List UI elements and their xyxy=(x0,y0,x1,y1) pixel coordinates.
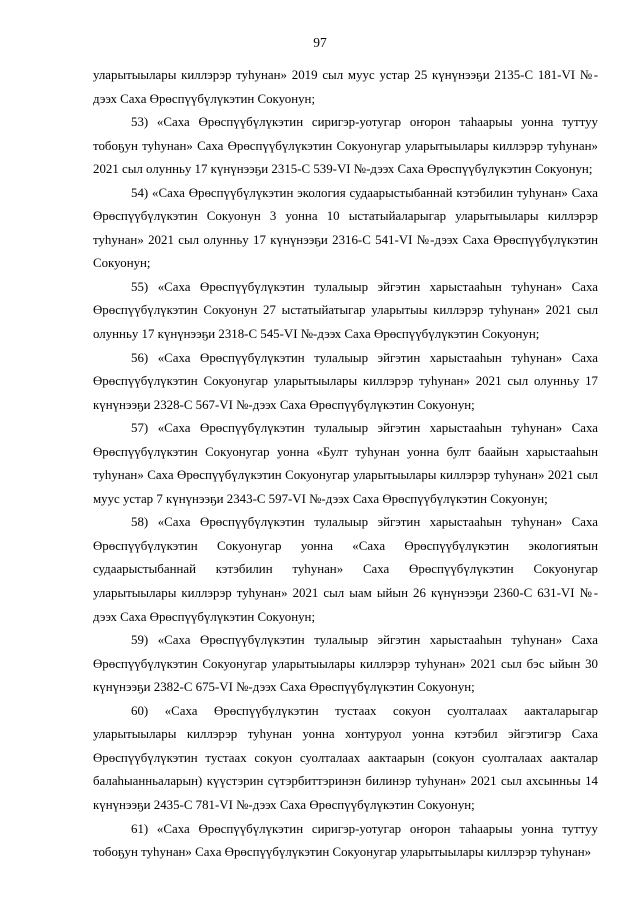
list-item-56: 56) «Саха Өрөспүүбүлүкэтин тулалыыр эйгэтин харыстааһын туһунан» Саха Өрөспүүбүлүкэтин Сокуонугар уларытыылары киллэрэр туһунан» 2021 сыл олунньу 17 күнүнээҕи 2328-С 567-VI №-дээх Саха Өрөспүүбүлүкэтин Сокуонун; xyxy=(93,350,598,412)
paragraph-continuation: уларытыылары киллэрэр туһунан» 2019 сыл муус устар 25 күнүнээҕи 2135-С 181-VI №-дээх Саха Өрөспүүбүлүкэтин Сокуонун; xyxy=(93,68,598,106)
list-item-58: 58) «Саха Өрөспүүбүлүкэтин тулалыыр эйгэтин харыстааһын туһунан» Саха Өрөспүүбүлүкэтин Сокуонугар уонна «Саха Өрөспүүбүлүкэтин экологиятын судаарыстыбаннай кэтэбилин туһунан» Саха Өрөспүүбүлүкэтин Сокуонугар уларытыылары киллэрэр туһунан» 2021 сыл ыам ыйын 26 күнүнээҕи 2360-С 631-VI №-дээх Саха Өрөспүүбүлүкэтин Сокуонун; xyxy=(93,515,598,624)
document-body xyxy=(93,64,598,865)
list-item-57: 57) «Саха Өрөспүүбүлүкэтин тулалыыр эйгэтин харыстааһын туһунан» Саха Өрөспүүбүлүкэтин Сокуонугар уонна «Булт туһунан уонна булт баайын харыстааһын туһунан» Саха Өрөспүүбүлүкэтин Сокуонугар уларытыылары киллэрэр туһунан» 2021 сыл муус устар 7 күнүнээҕи 2343-С 597-VI №-дээх Саха Өрөспүүбүлүкэтин Сокуонун; xyxy=(93,421,598,506)
list-item-53: 53) «Саха Өрөспүүбүлүкэтин сиригэр-уотугар оҥорон таһаарыы уонна туттуу тобоҕун туһунан» Саха Өрөспүүбүлүкэтин Сокуонугар уларытыылары киллэрэр туһунан» 2021 сыл олунньу 17 күнүнээҕи 2315-С 539-VI №-дээх Саха Өрөспүүбүлүкэтин Сокуонун; xyxy=(93,115,598,177)
list-item-59: 59) «Саха Өрөспүүбүлүкэтин тулалыыр эйгэтин харыстааһын туһунан» Саха Өрөспүүбүлүкэтин Сокуонугар уларытыылары киллэрэр туһунан» 2021 сыл бэс ыйын 30 күнүнээҕи 2382-С 675-VI №-дээх Саха Өрөспүүбүлүкэтин Сокуонун; xyxy=(93,633,598,695)
page-number: 97 xyxy=(313,35,327,50)
list-item-60: 60) «Саха Өрөспүүбүлүкэтин тустаах сокуон суолталаах аакталарыгар уларытыылары киллэрэр туһунан уонна хонтуруол уонна кэтэбил эйгэтигэр Саха Өрөспүүбүлүкэтин тустаах сокуон суолталаах аактаарын (сокуон суолталаах аакталар балаһыанньаларын) күүстэрин сүтэрбиттэринэн билинэр туһунан» 2021 сыл ахсынньы 14 күнүнээҕи 2435-С 781-VI №-дээх Саха Өрөспүүбүлүкэтин Сокуонун; xyxy=(93,703,598,812)
list-item-54: 54) «Саха Өрөспүүбүлүкэтин экология судаарыстыбаннай кэтэбилин туһунан» Саха Өрөспүүбүлүкэтин Сокуонун 3 уонна 10 ыстатыйаларыгар уларытыылары киллэрэр туһунан» 2021 сыл олунньу 17 күнүнээҕи 2316-С 541-VI №-дээх Саха Өрөспүүбүлүкэтин Сокуонун; xyxy=(93,185,598,271)
list-item-61: 61) «Саха Өрөспүүбүлүкэтин сиригэр-уотугар оҥорон таһаарыы уонна туттуу тобоҕун туһунан» Саха Өрөспүүбүлүкэтин Сокуонугар уларытыылары киллэрэр туһунан» xyxy=(93,821,598,860)
list-item-55: 55) «Саха Өрөспүүбүлүкэтин тулалыыр эйгэтин харыстааһын туһунан» Саха Өрөспүүбүлүкэтин Сокуонун 27 ыстатыйатыгар уларытыы киллэрэр туһунан» 2021 сыл олунньу 17 күнүнээҕи 2318-С 545-VI №-дээх Саха Өрөспүүбүлүкэтин Сокуонун; xyxy=(93,279,598,342)
